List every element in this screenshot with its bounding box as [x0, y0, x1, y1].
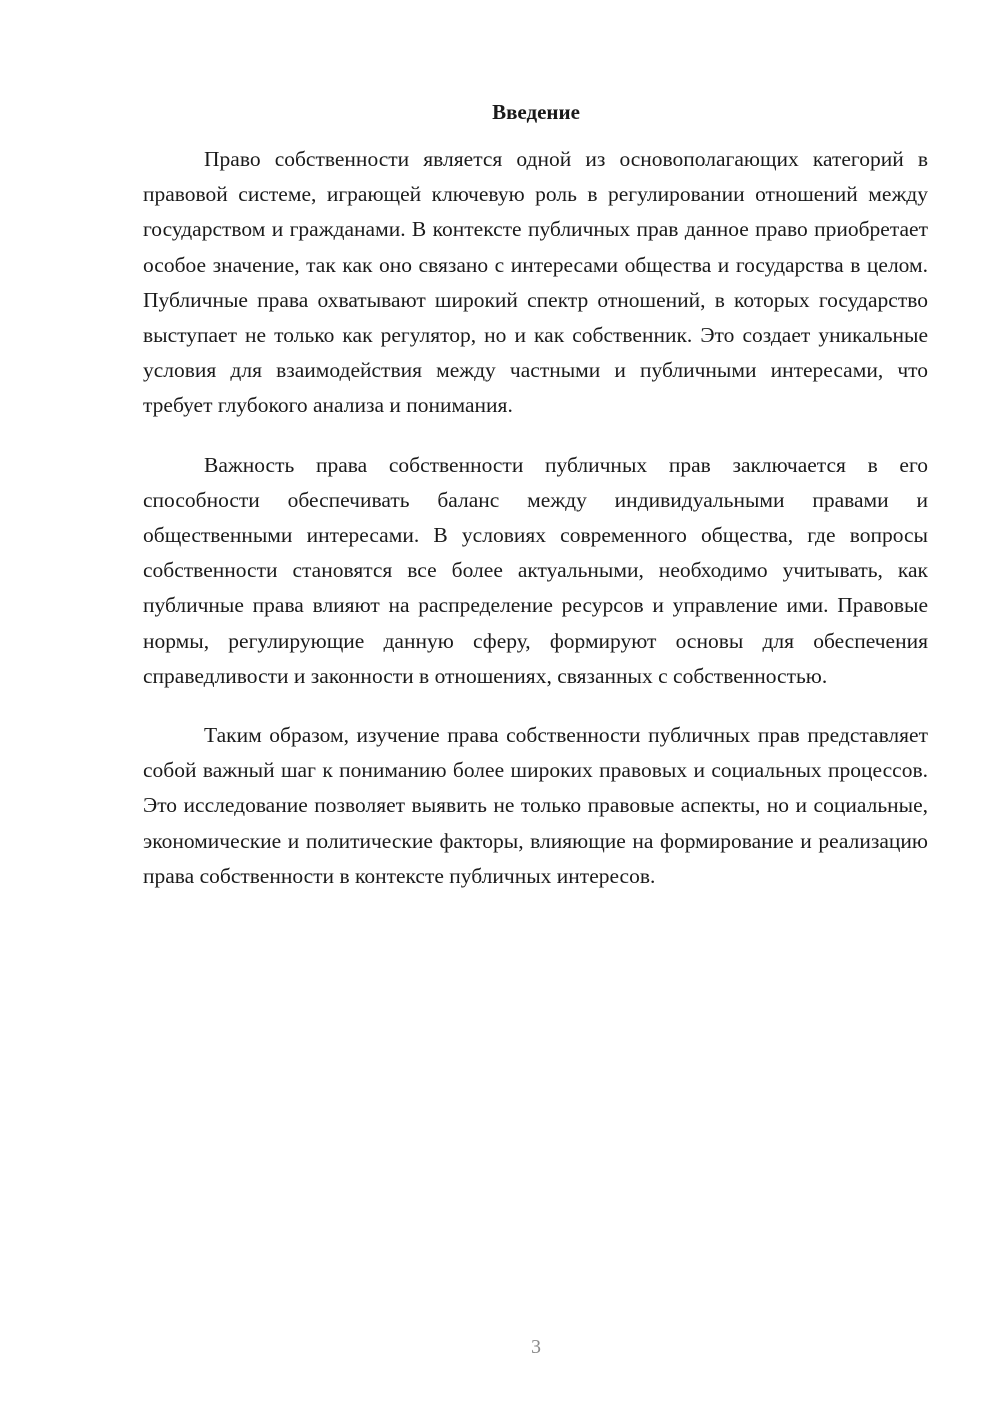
- page-number: 3: [531, 1336, 541, 1358]
- paragraph-2: Важность права собственности публичных прав заключается в его способности обеспечивать баланс между индивидуальными правами и общественными интересами. В условиях современного общества, где вопросы собственности становятся все более актуальными, необходимо учитывать, как публичные права влияют на распределение ресурсов и управление ими. Правовые нормы, регулирующие данную сферу, формируют основы для обеспечения справедливости и законности в отношениях, связанных с собственностью.: [143, 452, 928, 688]
- section-heading: Введение: [492, 100, 580, 124]
- paragraph-1: Право собственности является одной из основополагающих категорий в правовой системе, играющей ключевую роль в регулировании отношений между государством и гражданами. В контексте публичных прав данное право приобретает особое значение, так как оно связано с интересами общества и государства в целом. Публичные права охватывают широкий спектр отношений, в которых государство выступает не только как регулятор, но и как собственник. Это создает уникальные условия для взаимодействия между частными и публичными интересами, что требует глубокого анализа и понимания.: [143, 147, 928, 418]
- body-text: [143, 142, 928, 918]
- paragraph-3: Таким образом, изучение права собственности публичных прав представляет собой важный шаг к пониманию более широких правовых и социальных процессов. Это исследование позволяет выявить не только правовые аспекты, но и социальные, экономические и политические факторы, влияющие на формирование и реализацию права собственности в контексте публичных интересов.: [143, 723, 928, 888]
